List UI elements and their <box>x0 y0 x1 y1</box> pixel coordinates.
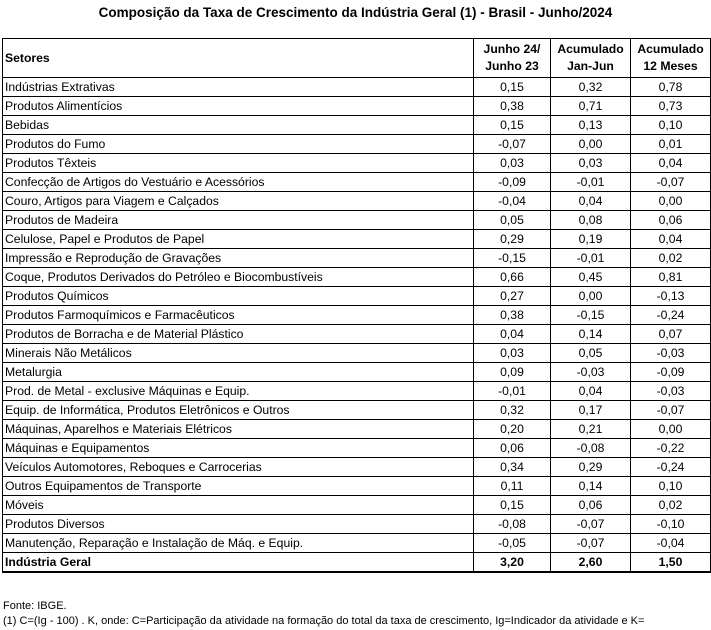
value-accumulated-12m: -0,03 <box>631 344 711 363</box>
sector-name: Minerais Não Metálicos <box>3 344 474 363</box>
table-row <box>3 515 711 534</box>
sector-name: Equip. de Informática, Produtos Eletrônicos e Outros <box>3 401 474 420</box>
sector-name: Prod. de Metal - exclusive Máquinas e Equip. <box>3 382 474 401</box>
value-month-vs-year: -0,07 <box>474 135 551 154</box>
sector-name: Produtos de Borracha e de Material Plástico <box>3 325 474 344</box>
sector-name: Outros Equipamentos de Transporte <box>3 477 474 496</box>
header-accumulated-12m-line2: 12 Meses <box>643 59 698 73</box>
value-accumulated-12m: 0,78 <box>631 78 711 97</box>
value-accumulated-year: 0,45 <box>551 268 631 287</box>
value-month-vs-year: 0,15 <box>474 78 551 97</box>
value-accumulated-12m: -0,10 <box>631 515 711 534</box>
value-month-vs-year: 0,66 <box>474 268 551 287</box>
table-row <box>3 154 711 173</box>
total-row <box>3 553 711 573</box>
value-accumulated-12m: 0,02 <box>631 496 711 515</box>
value-accumulated-year: 0,04 <box>551 382 631 401</box>
table-row <box>3 325 711 344</box>
total-month-vs-year: 3,20 <box>474 553 551 573</box>
value-accumulated-12m: -0,09 <box>631 363 711 382</box>
table-row <box>3 534 711 553</box>
value-accumulated-12m: 0,01 <box>631 135 711 154</box>
value-accumulated-year: 0,21 <box>551 420 631 439</box>
header-row <box>3 39 711 78</box>
value-accumulated-year: 0,71 <box>551 97 631 116</box>
value-month-vs-year: -0,09 <box>474 173 551 192</box>
sector-name: Produtos Farmoquímicos e Farmacêuticos <box>3 306 474 325</box>
value-accumulated-12m: -0,13 <box>631 287 711 306</box>
value-accumulated-year: -0,03 <box>551 363 631 382</box>
sector-name: Máquinas e Equipamentos <box>3 439 474 458</box>
sector-name: Bebidas <box>3 116 474 135</box>
value-accumulated-12m: 0,02 <box>631 249 711 268</box>
value-month-vs-year: 0,38 <box>474 306 551 325</box>
sector-name: Confecção de Artigos do Vestuário e Acessórios <box>3 173 474 192</box>
value-accumulated-12m: -0,24 <box>631 458 711 477</box>
table-row <box>3 192 711 211</box>
footnote: (1) C=(Ig - 100) . K, onde: C=Participação da atividade na formação do total da taxa de crescimento, Ig=Indicador da atividade e K= <box>3 615 645 627</box>
table-row <box>3 211 711 230</box>
table-row <box>3 249 711 268</box>
value-month-vs-year: 0,03 <box>474 344 551 363</box>
table-row <box>3 116 711 135</box>
table-row <box>3 458 711 477</box>
value-month-vs-year: -0,05 <box>474 534 551 553</box>
value-accumulated-year: 0,29 <box>551 458 631 477</box>
value-accumulated-12m: 0,00 <box>631 192 711 211</box>
value-accumulated-year: -0,01 <box>551 249 631 268</box>
value-accumulated-year: 0,03 <box>551 154 631 173</box>
value-accumulated-year: 0,14 <box>551 477 631 496</box>
table-row <box>3 268 711 287</box>
sector-name: Veículos Automotores, Reboques e Carrocerias <box>3 458 474 477</box>
table-body <box>3 78 711 573</box>
value-month-vs-year: 0,03 <box>474 154 551 173</box>
value-month-vs-year: 0,06 <box>474 439 551 458</box>
value-accumulated-year: -0,15 <box>551 306 631 325</box>
table-row <box>3 401 711 420</box>
value-month-vs-year: 0,34 <box>474 458 551 477</box>
value-month-vs-year: -0,01 <box>474 382 551 401</box>
header-accumulated-year-line1: Acumulado <box>557 42 624 56</box>
table-row <box>3 173 711 192</box>
sector-name: Impressão e Reprodução de Gravações <box>3 249 474 268</box>
value-accumulated-year: 0,17 <box>551 401 631 420</box>
value-accumulated-year: 0,13 <box>551 116 631 135</box>
value-accumulated-year: 0,32 <box>551 78 631 97</box>
growth-composition-table <box>2 38 711 573</box>
sector-name: Produtos Diversos <box>3 515 474 534</box>
sector-name: Celulose, Papel e Produtos de Papel <box>3 230 474 249</box>
value-accumulated-year: 0,04 <box>551 192 631 211</box>
total-accumulated-12m: 1,50 <box>631 553 711 573</box>
total-accumulated-year: 2,60 <box>551 553 631 573</box>
header-accumulated-year-line2: Jan-Jun <box>567 59 614 73</box>
value-accumulated-12m: 0,81 <box>631 268 711 287</box>
value-accumulated-12m: 0,10 <box>631 477 711 496</box>
header-month-vs-year-line2: Junho 23 <box>485 59 539 73</box>
value-accumulated-year: 0,06 <box>551 496 631 515</box>
value-accumulated-12m: 0,06 <box>631 211 711 230</box>
sector-name: Produtos Químicos <box>3 287 474 306</box>
table-notes <box>3 599 644 629</box>
value-month-vs-year: 0,20 <box>474 420 551 439</box>
value-accumulated-12m: 0,04 <box>631 230 711 249</box>
value-month-vs-year: 0,15 <box>474 496 551 515</box>
value-month-vs-year: 0,09 <box>474 363 551 382</box>
value-month-vs-year: 0,29 <box>474 230 551 249</box>
sector-name: Metalurgia <box>3 363 474 382</box>
value-accumulated-12m: 0,07 <box>631 325 711 344</box>
table-row <box>3 439 711 458</box>
header-month-vs-year <box>474 39 551 78</box>
header-accumulated-12m <box>631 39 711 78</box>
header-accumulated-12m-line1: Acumulado <box>637 42 704 56</box>
table-row <box>3 287 711 306</box>
sector-name: Manutenção, Reparação e Instalação de Máq. e Equip. <box>3 534 474 553</box>
value-accumulated-12m: -0,04 <box>631 534 711 553</box>
table-row <box>3 420 711 439</box>
value-accumulated-12m: 0,10 <box>631 116 711 135</box>
sector-name: Máquinas, Aparelhos e Materiais Elétricos <box>3 420 474 439</box>
value-accumulated-year: 0,05 <box>551 344 631 363</box>
total-sector-name: Indústria Geral <box>3 553 474 573</box>
value-accumulated-year: -0,08 <box>551 439 631 458</box>
table-row <box>3 135 711 154</box>
value-accumulated-12m: -0,07 <box>631 173 711 192</box>
table-row <box>3 496 711 515</box>
header-accumulated-year <box>551 39 631 78</box>
sector-name: Produtos Têxteis <box>3 154 474 173</box>
sector-name: Produtos Alimentícios <box>3 97 474 116</box>
value-accumulated-12m: -0,24 <box>631 306 711 325</box>
sector-name: Produtos de Madeira <box>3 211 474 230</box>
value-accumulated-12m: -0,03 <box>631 382 711 401</box>
value-accumulated-12m: 0,00 <box>631 420 711 439</box>
value-accumulated-12m: -0,07 <box>631 401 711 420</box>
value-month-vs-year: -0,08 <box>474 515 551 534</box>
value-accumulated-year: -0,01 <box>551 173 631 192</box>
table-row <box>3 344 711 363</box>
value-month-vs-year: 0,32 <box>474 401 551 420</box>
table-title: Composição da Taxa de Crescimento da Indústria Geral (1) - Brasil - Junho/2024 <box>98 5 613 20</box>
source-note: Fonte: IBGE. <box>3 600 67 612</box>
table-row <box>3 363 711 382</box>
table-row <box>3 97 711 116</box>
value-month-vs-year: -0,04 <box>474 192 551 211</box>
sector-name: Móveis <box>3 496 474 515</box>
value-accumulated-year: 0,08 <box>551 211 631 230</box>
value-month-vs-year: -0,15 <box>474 249 551 268</box>
value-month-vs-year: 0,27 <box>474 287 551 306</box>
value-month-vs-year: 0,05 <box>474 211 551 230</box>
table-row <box>3 477 711 496</box>
sector-name: Coque, Produtos Derivados do Petróleo e Biocombustíveis <box>3 268 474 287</box>
value-accumulated-12m: -0,22 <box>631 439 711 458</box>
value-accumulated-12m: 0,73 <box>631 97 711 116</box>
value-accumulated-year: -0,07 <box>551 534 631 553</box>
value-accumulated-year: 0,00 <box>551 287 631 306</box>
value-month-vs-year: 0,15 <box>474 116 551 135</box>
value-accumulated-year: 0,00 <box>551 135 631 154</box>
table-row <box>3 382 711 401</box>
header-sector: Setores <box>3 39 474 78</box>
sector-name: Couro, Artigos para Viagem e Calçados <box>3 192 474 211</box>
value-month-vs-year: 0,11 <box>474 477 551 496</box>
value-accumulated-year: 0,14 <box>551 325 631 344</box>
value-accumulated-year: -0,07 <box>551 515 631 534</box>
table-row <box>3 306 711 325</box>
value-month-vs-year: 0,04 <box>474 325 551 344</box>
value-accumulated-year: 0,19 <box>551 230 631 249</box>
sector-name: Produtos do Fumo <box>3 135 474 154</box>
table-row <box>3 78 711 97</box>
table-row <box>3 230 711 249</box>
value-month-vs-year: 0,38 <box>474 97 551 116</box>
value-accumulated-12m: 0,04 <box>631 154 711 173</box>
sector-name: Indústrias Extrativas <box>3 78 474 97</box>
header-month-vs-year-line1: Junho 24/ <box>483 42 541 56</box>
